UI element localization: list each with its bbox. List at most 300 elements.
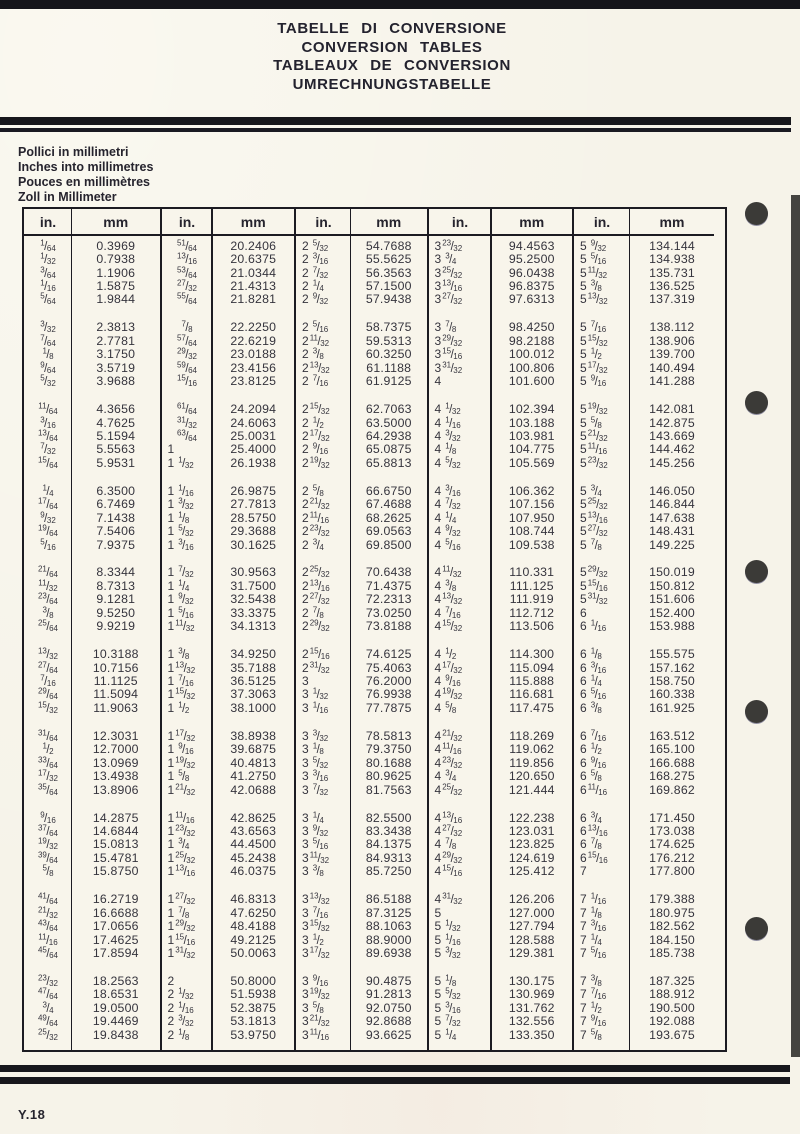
title-line-english: CONVERSION TABLES: [301, 38, 483, 56]
inch-cell: [24, 862, 72, 880]
col-header-mm: mm: [519, 213, 545, 230]
inch-whole: 1: [167, 510, 175, 525]
row-group: [162, 566, 295, 633]
inch-whole: 5: [580, 592, 587, 607]
inch-fraction: $^1$/8: [445, 441, 457, 457]
inch-fraction: $^{15}$/32: [587, 333, 608, 348]
title-line-french: TABLEAUX DE CONVERSION: [273, 57, 511, 74]
inch-cell: [574, 454, 630, 472]
mm-cell: 96.8375: [508, 279, 555, 294]
inch-whole: 4: [434, 537, 442, 552]
inch-fraction: $^{27}$/32: [309, 591, 330, 607]
inch-fraction: $^{11}$/16: [587, 441, 608, 457]
inch-fraction: $^{21}$/32: [309, 1013, 330, 1029]
footer-rule-lower: [0, 1077, 790, 1084]
row-group: [162, 647, 295, 714]
table-row: [429, 701, 573, 714]
inch-fraction: $^{13}$/32: [309, 360, 330, 375]
mm-cell: 17.8594: [92, 945, 139, 960]
mm-cell: 42.0688: [230, 782, 277, 797]
inch-fraction: $^{53}$/64: [176, 265, 197, 280]
page-edge-strip: [791, 195, 800, 1057]
inch-whole: 4: [434, 524, 442, 539]
inch-fraction: $^3$/16: [312, 251, 329, 267]
column-pair: [24, 209, 160, 1050]
inch-whole: 6: [580, 837, 587, 852]
mm-cell: 61.9125: [365, 374, 412, 389]
mm-cell: 56.3563: [365, 265, 412, 280]
inch-fraction: $^{13}$/32: [442, 591, 463, 607]
inch-fraction: $^{15}$/16: [587, 578, 608, 593]
mm-cell: 115.888: [509, 674, 555, 689]
mm-cell: 155.575: [649, 647, 695, 662]
inch-fraction: $^{23}$/32: [309, 523, 330, 539]
mm-cell: 66.6750: [365, 483, 412, 498]
inch-whole: 1: [167, 742, 175, 757]
inch-whole: 3: [302, 919, 309, 934]
mm-cell: 7.9375: [96, 537, 136, 552]
mm-cell: 92.0750: [365, 1000, 412, 1015]
inch-whole: 2: [302, 333, 309, 348]
inch-whole: 2: [302, 647, 309, 662]
inch-whole: 6: [580, 782, 587, 797]
inch-whole: 5: [434, 932, 442, 947]
inch-whole: 7: [580, 987, 587, 1002]
inch-fraction: $^{19}$/32: [309, 455, 330, 470]
inch-fraction: $^5$/32: [445, 986, 461, 1002]
mm-cell: 10.3188: [92, 647, 139, 662]
col-header-mm: mm: [659, 213, 685, 230]
inch-fraction: $^{55}$/64: [176, 291, 197, 307]
inch-fraction: $^7$/16: [590, 986, 607, 1002]
inch-whole: 4: [434, 823, 442, 838]
inch-fraction: $^{19}$/64: [37, 523, 58, 539]
col-header-mm: mm: [240, 213, 266, 230]
inch-fraction: $^1$/2: [42, 741, 54, 757]
inch-fraction: $^{11}$/16: [442, 741, 462, 757]
mm-cell: 119.062: [509, 742, 555, 757]
inch-fraction: $^{21}$/64: [37, 564, 58, 580]
inch-whole: 4: [434, 415, 442, 430]
inch-whole: 3: [302, 850, 309, 865]
inch-fraction: $^1$/16: [312, 700, 329, 715]
inch-fraction: $^1$/32: [40, 251, 56, 267]
inch-fraction: $^{29}$/32: [587, 564, 608, 580]
inch-whole: 2: [302, 415, 309, 430]
mm-cell: 177.800: [649, 864, 695, 879]
mm-cell: 80.9625: [365, 769, 412, 784]
inch-fraction: $^{11}$/32: [38, 578, 58, 593]
inch-fraction: $^{21}$/32: [309, 496, 330, 512]
mm-cell: 20.2406: [230, 238, 277, 253]
inch-whole: 3: [302, 700, 309, 715]
mm-cell: 76.9938: [365, 687, 412, 702]
table-row: [24, 456, 160, 469]
mm-cell: 103.188: [508, 415, 555, 430]
row-group: [429, 239, 573, 306]
inch-cell: [296, 699, 351, 717]
inch-fraction: $^7$/16: [445, 605, 461, 620]
inch-cell: [296, 944, 351, 962]
mm-cell: 126.206: [508, 892, 555, 907]
inch-whole: 5: [580, 442, 587, 457]
inch-whole: 7: [580, 1027, 587, 1042]
mm-cell: 184.150: [649, 932, 695, 947]
inch-whole: 3: [302, 687, 309, 702]
mm-cell: 5.5563: [96, 442, 136, 457]
mm-cell: 185.738: [649, 945, 695, 960]
inch-fraction: $^{35}$/64: [37, 782, 58, 797]
mm-cell: 14.2875: [92, 810, 139, 825]
mm-cell: 65.0875: [365, 442, 412, 457]
inch-cell: [429, 1026, 492, 1044]
mm-cell: 68.2625: [365, 510, 412, 525]
inch-fraction: $^{23}$/64: [37, 591, 58, 607]
mm-cell: 139.700: [649, 347, 695, 362]
inch-fraction: $^5$/16: [590, 945, 607, 960]
mm-cell: 161.925: [649, 700, 695, 715]
mm-cell: 48.4188: [230, 919, 277, 934]
mm-cell: 5.1594: [96, 428, 136, 443]
mm-cell: 192.088: [649, 1014, 695, 1029]
mm-cell: 61.1188: [366, 360, 412, 375]
mm-cell: 90.4875: [365, 973, 412, 988]
row-group: [574, 811, 714, 878]
inch-fraction: $^{13}$/32: [587, 291, 608, 307]
inch-fraction: $^1$/2: [590, 741, 602, 757]
inch-whole: 5: [434, 973, 442, 988]
inch-fraction: $^1$/2: [445, 646, 457, 662]
mm-cell: 98.4250: [508, 320, 555, 335]
inch-whole: 1: [167, 769, 175, 784]
mm-cell: 118.269: [509, 728, 555, 743]
inch-cell: [162, 536, 213, 554]
table-row: [24, 620, 160, 633]
inch-cell: [296, 372, 351, 390]
mm-cell: 84.1375: [365, 837, 412, 852]
table-row: [296, 661, 427, 674]
mm-cell: 4.7625: [96, 415, 136, 430]
inch-cell: [574, 699, 630, 717]
mm-cell: 12.7000: [92, 742, 139, 757]
inch-whole: 5: [580, 265, 587, 280]
mm-cell: 62.7063: [365, 402, 412, 417]
inch-fraction: $^5$/8: [445, 700, 457, 715]
inch-fraction: $^1$/16: [445, 415, 461, 430]
mm-cell: 157.162: [649, 660, 695, 675]
inch-fraction: $^1$/16: [590, 891, 607, 907]
mm-cell: 119.856: [509, 755, 555, 770]
mm-cell: 187.325: [649, 973, 695, 988]
inch-fraction: $^{15}$/32: [309, 918, 330, 934]
mm-cell: 6.7469: [96, 497, 136, 512]
inch-fraction: $^{15}$/32: [175, 686, 196, 702]
inch-fraction: $^{51}$/64: [176, 238, 197, 253]
mm-cell: 15.0813: [92, 837, 139, 852]
inch-cell: [574, 781, 630, 799]
inch-whole: 3: [302, 987, 309, 1002]
inch-whole: 2: [302, 402, 309, 417]
inch-whole: 7: [580, 932, 587, 947]
mm-cell: 37.3063: [230, 687, 277, 702]
mm-cell: 41.2750: [230, 769, 277, 784]
inch-fraction: $^5$/32: [312, 238, 329, 253]
binder-hole: [745, 700, 768, 723]
inch-fraction: $^{15}$/32: [442, 618, 463, 634]
inch-whole: 3: [434, 279, 442, 294]
inch-whole: 1: [167, 945, 175, 960]
inch-whole: 3: [302, 892, 309, 907]
mm-cell: 79.3750: [365, 742, 412, 757]
inch-fraction: $^{31}$/32: [175, 945, 196, 960]
inch-whole: 5: [580, 292, 587, 307]
inch-cell: [162, 617, 213, 635]
inch-fraction: $^{25}$/32: [587, 496, 608, 512]
inch-fraction: $^{31}$/32: [442, 891, 463, 907]
inch-fraction: $^3$/8: [590, 278, 602, 294]
table-row: [24, 1028, 160, 1041]
inch-whole: 1: [167, 728, 175, 743]
row-group: [296, 729, 427, 796]
inch-fraction: $^7$/32: [445, 1013, 461, 1029]
inch-cell: [24, 1026, 72, 1044]
mm-cell: 21.8281: [230, 292, 277, 307]
mm-cell: 138.112: [649, 320, 695, 335]
inch-fraction: $^1$/32: [445, 918, 461, 934]
mm-cell: 133.350: [508, 1027, 555, 1042]
table-row: [162, 620, 295, 633]
inch-fraction: $^9$/16: [590, 755, 607, 770]
mm-cell: 146.844: [649, 497, 695, 512]
inch-whole: 1: [167, 892, 175, 907]
inch-fraction: $^{11}$/16: [309, 1027, 330, 1042]
inch-whole: 1: [167, 864, 175, 879]
inch-whole: 4: [434, 864, 442, 879]
inch-whole: 3: [302, 864, 309, 879]
inch-whole: 4: [434, 647, 442, 662]
row-group: [296, 811, 427, 878]
inch-fraction: $^{13}$/16: [587, 823, 608, 838]
inch-whole: 1: [167, 647, 175, 662]
mm-cell: 96.0438: [508, 265, 555, 280]
inch-cell: [162, 944, 213, 962]
inch-fraction: $^{21}$/32: [587, 428, 608, 443]
mm-cell: 46.0375: [230, 864, 277, 879]
inch-whole: 3: [302, 1027, 309, 1042]
inch-whole: 2: [302, 497, 309, 512]
inch-fraction: $^1$/4: [590, 932, 602, 947]
inch-fraction: $^{11}$/32: [309, 850, 330, 865]
inch-fraction: $^{11}$/16: [309, 510, 330, 525]
mm-cell: 149.225: [649, 537, 695, 552]
inch-fraction: $^1$/4: [312, 278, 324, 294]
table-row: [162, 1028, 295, 1041]
inch-cell: [24, 290, 72, 308]
table-row: [296, 783, 427, 796]
inch-fraction: $^3$/16: [312, 768, 329, 784]
inch-whole: 4: [434, 483, 442, 498]
inch-fraction: $^3$/32: [445, 945, 461, 960]
inch-whole: 7: [580, 945, 587, 960]
inch-fraction: $^{15}$/16: [442, 863, 463, 879]
inch-whole: 3: [302, 1000, 309, 1015]
mm-cell: 78.5813: [365, 728, 412, 743]
inch-whole: 1: [167, 497, 175, 512]
inch-fraction: $^1$/2: [312, 932, 324, 947]
inch-fraction: $^1$/16: [445, 932, 461, 947]
mm-cell: 50.8000: [230, 973, 277, 988]
inch-fraction: $^9$/16: [312, 973, 329, 988]
page-title-block: [192, 20, 592, 94]
mm-cell: 136.525: [649, 279, 695, 294]
column-pair-header: [24, 209, 160, 236]
col-header-in: in.: [451, 213, 469, 230]
mm-cell: 106.362: [508, 483, 555, 498]
mm-cell: 102.394: [508, 402, 555, 417]
table-row: [296, 538, 427, 551]
inch-fraction: $^{13}$/16: [442, 278, 463, 294]
inch-fraction: $^3$/32: [445, 428, 461, 443]
mm-cell: 15.8750: [92, 864, 139, 879]
mm-cell: 188.912: [649, 987, 695, 1002]
inch-fraction: $^7$/16: [312, 905, 329, 920]
inch-whole: 6: [580, 823, 587, 838]
inch-fraction: $^1$/16: [590, 618, 607, 634]
inch-whole: 2: [302, 279, 309, 294]
inch-whole: 2: [302, 537, 309, 552]
in-mm-divider: [490, 209, 492, 1050]
col-header-mm: mm: [376, 213, 402, 230]
inch-fraction: $^5$/8: [312, 1000, 324, 1015]
mm-cell: 150.019: [649, 565, 695, 580]
row-group: [429, 321, 573, 388]
inch-fraction: $^5$/32: [178, 523, 194, 539]
mm-cell: 73.8188: [365, 619, 412, 634]
binder-hole: [745, 917, 768, 940]
inch-whole: 4: [434, 892, 442, 907]
inch-cell: [296, 1026, 351, 1044]
inch-cell: [429, 862, 492, 880]
mm-cell: 145.256: [649, 455, 695, 470]
top-black-bar: [0, 0, 800, 9]
inch-fraction: $^{27}$/32: [175, 891, 196, 907]
inch-fraction: $^7$/8: [590, 537, 602, 552]
inch-whole: 1: [167, 782, 175, 797]
inch-whole: 2: [302, 605, 309, 620]
inch-fraction: $^9$/32: [40, 510, 56, 525]
inch-whole: 3: [434, 347, 442, 362]
table-row: [574, 783, 714, 796]
inch-fraction: $^7$/8: [178, 905, 190, 920]
table-row: [296, 865, 427, 878]
column-pair-body: [296, 236, 427, 1041]
inch-whole: 1: [167, 700, 175, 715]
inch-whole: 4: [434, 374, 442, 389]
inch-whole: 4: [434, 782, 442, 797]
inch-fraction: $^3$/4: [590, 810, 602, 825]
mm-cell: 39.6875: [230, 742, 277, 757]
row-group: [296, 893, 427, 960]
mm-cell: 3.9688: [96, 374, 136, 389]
inch-fraction: $^{17}$/32: [309, 945, 330, 960]
mm-cell: 75.4063: [365, 660, 412, 675]
inch-fraction: $^1$/16: [178, 483, 194, 498]
mm-cell: 72.2313: [365, 592, 412, 607]
inch-fraction: $^{13}$/16: [309, 578, 330, 593]
mm-cell: 7.5406: [96, 524, 136, 539]
inch-cell: [24, 617, 72, 635]
row-group: [296, 647, 427, 714]
inch-fraction: $^{47}$/64: [37, 986, 58, 1002]
inch-fraction: $^{15}$/32: [37, 700, 58, 715]
inch-whole: 2: [302, 347, 309, 362]
inch-fraction: $^5$/32: [40, 373, 56, 389]
inch-fraction: $^{13}$/32: [175, 660, 196, 675]
mm-cell: 138.906: [649, 333, 695, 348]
inch-cell: [24, 536, 72, 554]
inch-whole: 5: [434, 919, 442, 934]
inch-whole: 2: [302, 524, 309, 539]
mm-cell: 24.2094: [230, 402, 277, 417]
mm-cell: 10.7156: [92, 660, 139, 675]
inch-fraction: $^9$/16: [445, 673, 461, 689]
in-mm-divider: [350, 209, 352, 1050]
inch-fraction: $^{27}$/64: [37, 660, 58, 675]
inch-fraction: $^1$/4: [312, 810, 324, 825]
table-row: [24, 701, 160, 714]
mm-cell: 29.3688: [230, 524, 277, 539]
table-row: [429, 865, 573, 878]
inch-fraction: $^{29}$/32: [442, 850, 463, 865]
inch-fraction: $^{25}$/32: [442, 265, 463, 280]
inch-fraction: $^{23}$/32: [442, 238, 463, 253]
table-row: [574, 946, 714, 959]
inch-whole: 6: [580, 674, 587, 689]
inch-whole: 5: [434, 905, 442, 920]
inch-fraction: $^1$/2: [590, 346, 602, 362]
inch-whole: 3: [434, 252, 442, 267]
inch-whole: 7: [580, 919, 587, 934]
row-group: [574, 321, 714, 388]
mm-cell: 3.5719: [96, 360, 136, 375]
mm-cell: 123.031: [508, 823, 555, 838]
inch-fraction: $^{19}$/32: [37, 836, 58, 852]
inch-whole: 5: [580, 333, 587, 348]
conversion-table: [22, 207, 727, 1052]
inch-whole: 2: [302, 565, 309, 580]
inch-whole: 7: [580, 892, 587, 907]
inch-fraction: $^3$/4: [590, 483, 602, 498]
inch-fraction: $^9$/32: [590, 238, 607, 253]
inch-whole: 1: [167, 837, 175, 852]
inch-fraction: $^{31}$/64: [37, 728, 58, 743]
inch-fraction: $^{17}$/64: [37, 496, 58, 512]
inch-fraction: $^{11}$/64: [38, 401, 58, 417]
mm-cell: 18.6531: [92, 987, 139, 1002]
inch-fraction: $^3$/64: [40, 265, 56, 280]
table-row: [162, 701, 295, 714]
mm-cell: 160.338: [649, 687, 695, 702]
mm-cell: 73.0250: [365, 605, 412, 620]
mm-cell: 151.606: [649, 592, 695, 607]
inch-fraction: $^7$/16: [40, 673, 56, 689]
inch-fraction: $^1$/8: [178, 1027, 190, 1042]
mm-cell: 44.4500: [230, 837, 277, 852]
table-row: [24, 293, 160, 306]
mm-cell: 174.625: [649, 837, 695, 852]
inch-whole: 4: [434, 755, 442, 770]
inch-whole: 5: [434, 1014, 442, 1029]
